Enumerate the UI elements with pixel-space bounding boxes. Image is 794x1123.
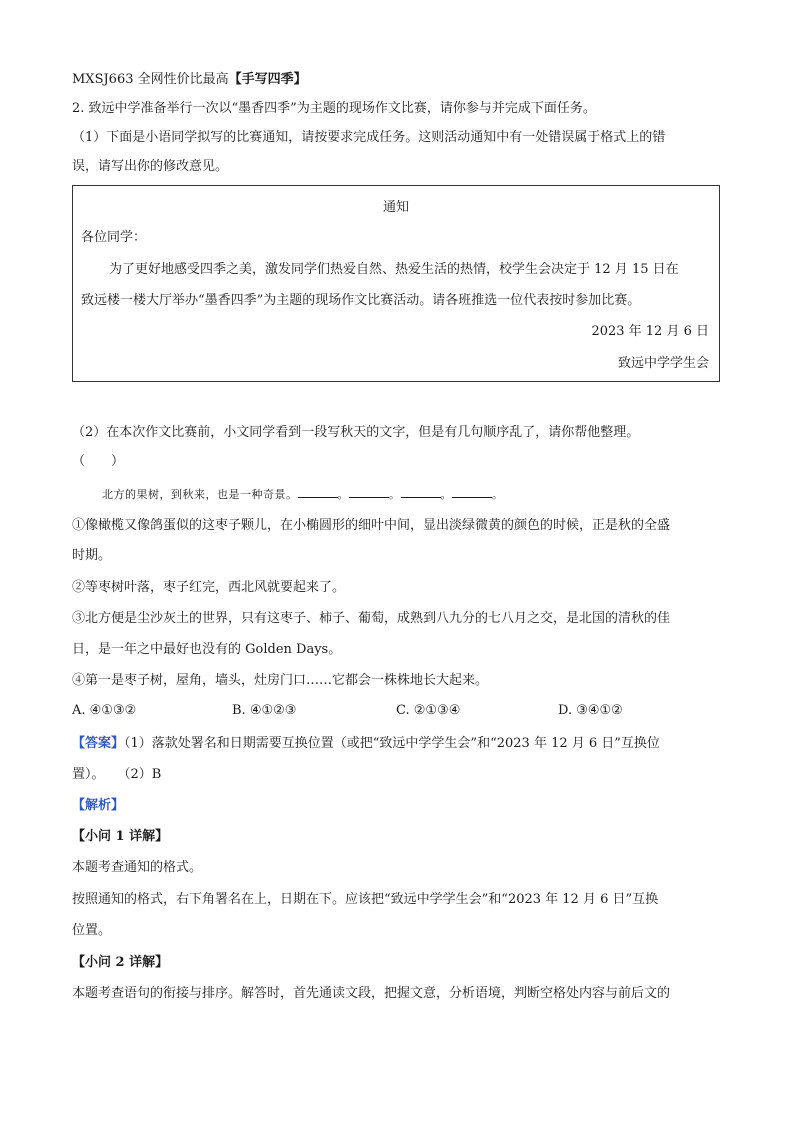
- header-code: MXSJ663 全网性价比最高: [72, 72, 229, 87]
- notice-signature: 致远中学学生会: [617, 356, 709, 371]
- sentence1-line2: 时期。: [72, 548, 112, 563]
- notice-date: 2023 年 12 月 6 日: [591, 324, 709, 339]
- sub2-label: 【小问 2 详解】: [72, 955, 169, 970]
- sentence1-line1: ①像橄榄又像鸽蛋似的这枣子颗儿，在小椭圆形的细叶中间，显出淡绿微黄的颜色的时候，正是秋的全盛: [72, 518, 671, 533]
- notice-body-line2: 致远楼一楼大厅举办“墨香四季”为主题的现场作文比赛活动。请各班推选一位代表按时参加比赛。: [81, 293, 641, 308]
- analysis-label: 【解析】: [72, 798, 125, 813]
- answer-text1: （1）落款处署名和日期需要互换位置（或把“致远中学学生会”和“2023 年 12 月 6 日”互换位: [124, 736, 660, 751]
- notice-title: 通知: [383, 200, 410, 215]
- sentence3-line2: 日，是一年之中最好也没有的 Golden Days。: [72, 642, 342, 657]
- handwritten-line: 北方的果树，到秋来，也是一种奇景。 。 。 。 。: [102, 488, 504, 501]
- option-c: C. ②①③④: [396, 703, 461, 718]
- sentence4: ④第一是枣子树，屋角，墙头，灶房门口……它都会一株株地长大起来。: [72, 673, 489, 688]
- option-d: D. ③④①②: [558, 703, 623, 718]
- sentence2: ②等枣树叶落，枣子红完，西北风就要起来了。: [72, 580, 346, 595]
- blank-2: [349, 487, 389, 498]
- handwritten-prefix: 北方的果树，到秋来，也是一种奇景。: [102, 488, 298, 501]
- answer-line2: 置）。 （2）B: [72, 767, 162, 782]
- notice-greeting: 各位同学：: [81, 230, 147, 245]
- notice-box: [72, 185, 720, 382]
- header-line: [72, 70, 307, 90]
- sub1-line3: 位置。: [72, 923, 112, 938]
- sentence3-line1: ③北方便是尘沙灰土的世界，只有这枣子、柿子、葡萄，成熟到八九分的七八月之交，是北国的清秋的佳: [72, 611, 671, 626]
- answer-line1: [72, 734, 660, 754]
- notice-body-line1: 为了更好地感受四季之美，激发同学们热爱自然、热爱生活的热情，校学生会决定于 12 月 15 日在: [109, 262, 679, 277]
- part1-line2: 误，请写出你的修改意见。: [72, 159, 229, 174]
- blank-1: [298, 487, 338, 498]
- answer-bracket: （ ）: [72, 454, 125, 469]
- sub1-line1: 本题考查通知的格式。: [72, 860, 203, 875]
- part1-line1: （1）下面是小语同学拟写的比赛通知，请按要求完成任务。这则活动通知中有一处错误属于格式上的错: [72, 130, 666, 145]
- sub1-label: 【小问 1 详解】: [72, 829, 169, 844]
- sub2-line1: 本题考查语句的衔接与排序。解答时，首先通读文段，把握文意，分析语境，判断空格处内容与前后文的: [72, 986, 671, 1001]
- answer-label: 【答案】: [72, 736, 125, 751]
- option-b: B. ④①②③: [232, 703, 297, 718]
- blank-3: [401, 487, 441, 498]
- header-brand: 【手写四季】: [228, 72, 307, 87]
- part2-prompt: （2）在本次作文比赛前，小文同学看到一段写秋天的文字，但是有几句顺序乱了，请你帮他整理。: [72, 425, 640, 440]
- blank-4: [452, 487, 492, 498]
- option-a: A. ④①③②: [72, 703, 137, 718]
- sub1-line2: 按照通知的格式，右下角署名在上，日期在下。应该把“致远中学学生会”和“2023 年 12 月 6 日”互换: [72, 892, 659, 907]
- question-stem: 2. 致远中学准备举行一次以“墨香四季”为主题的现场作文比赛，请你参与并完成下面任务。: [72, 101, 596, 116]
